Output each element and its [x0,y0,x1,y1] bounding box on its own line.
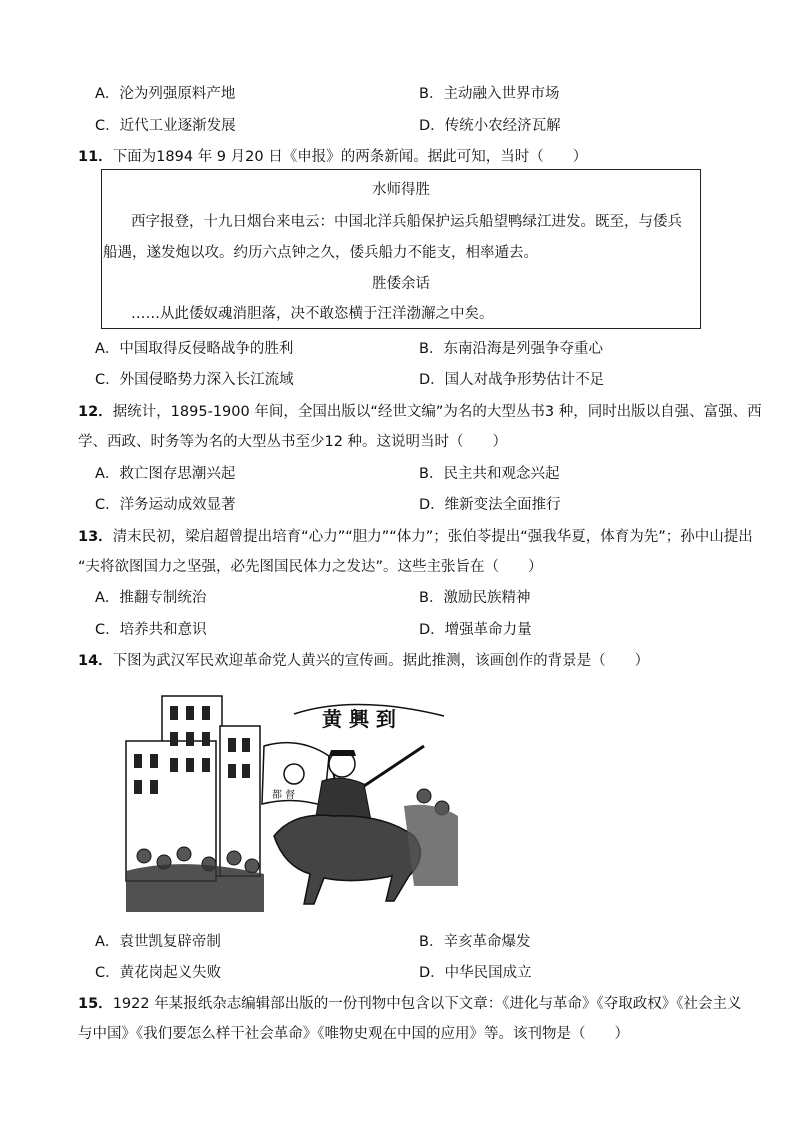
q12-stem-1: 据统计，1895-1900 年间，全国出版以“经世文编”为名的大型丛书3 种，同时出版以自强、富强、西 [112,404,762,420]
q11-number: 11． [78,149,113,165]
q10-option-d[interactable]: D．传统小农经济瓦解 [419,118,561,134]
news-paragraph-1b: 船遇，遂发炮以攻。约历六点钟之久，倭兵船力不能支，相率遁去。 [103,245,538,261]
q12-option-a[interactable]: A．救亡图存思潮兴起 [95,466,236,482]
crowd [126,864,264,912]
q14-question [78,649,649,670]
q11-option-b[interactable]: B．东南沿海是列强争夺重心 [419,341,603,357]
q12-question-line1 [78,400,762,421]
q12-number: 12． [78,404,113,420]
q13-option-d[interactable]: D．增强革命力量 [419,622,532,638]
q11-option-d[interactable]: D．国人对战争形势估计不足 [419,372,605,388]
q15-number: 15． [78,996,113,1012]
horse [274,815,420,904]
flag-text: 都 督 [272,790,296,801]
q15-stem-2: 与中国》《我们要怎么样干社会革命》《唯物史观在中国的应用》等。该刊物是（ ） [78,1026,629,1042]
banner-text: 黄 興 到 [322,707,396,731]
news-title-2: 胜倭余话 [372,276,430,292]
q13-number: 13． [78,529,113,545]
q12-option-c[interactable]: C．洋务运动成效显著 [95,497,236,513]
q14-stem: 下图为武汉军民欢迎革命党人黄兴的宣传画。据此推测，该画创作的背景是（ ） [112,653,650,669]
q10-option-a[interactable]: A．沦为列强原料产地 [95,86,236,102]
q11-news-box [101,169,701,329]
q14-option-d[interactable]: D．中华民国成立 [419,965,532,981]
q11-stem: 下面为1894 年 9 月20 日《申报》的两条新闻。据此可知，当时（ ） [112,149,588,165]
q14-option-c[interactable]: C．黄花岗起义失败 [95,965,222,981]
news-paragraph-2: ……从此倭奴魂消胆落，决不敢恣横于汪洋渤澥之中矣。 [131,306,494,322]
q15-stem-1: 1922 年某报纸杂志编辑部出版的一份刊物中包含以下文章：《进化与革命》《夺取政权》《社会主义 [112,996,742,1012]
q13-option-c[interactable]: C．培养共和意识 [95,622,207,638]
q10-option-c[interactable]: C．近代工业逐渐发展 [95,118,236,134]
q12-option-d[interactable]: D．维新变法全面推行 [419,497,561,513]
q12-option-b[interactable]: B．民主共和观念兴起 [419,466,560,482]
q13-question-line1 [78,525,753,546]
q15-question-line1 [78,992,741,1013]
q10-option-b[interactable]: B．主动融入世界市场 [419,86,560,102]
q14-option-a[interactable]: A．袁世凯复辟帝制 [95,934,221,950]
q11-option-a[interactable]: A．中国取得反侵略战争的胜利 [95,341,294,357]
q12-stem-2: 学、西政、时务等为名的大型丛书至少12 种。这说明当时（ ） [78,434,508,450]
q13-option-b[interactable]: B．激励民族精神 [419,590,531,606]
q13-option-a[interactable]: A．推翻专制统治 [95,590,207,606]
propaganda-illustration-svg [124,686,458,912]
q13-stem-1: 清末民初，梁启超曾提出培育“心力”“胆力”“体力”；张伯苓提出“强我华夏，体育为先”；孙中山提出 [112,529,753,545]
news-paragraph-1a: 西字报登，十九日烟台来电云：中国北洋兵船保护运兵船望鸭绿江进发。既至，与倭兵 [131,214,682,230]
q14-option-b[interactable]: B．辛亥革命爆发 [419,934,531,950]
q11-option-c[interactable]: C．外国侵略势力深入长江流域 [95,372,294,388]
propaganda-illustration [124,686,458,912]
q13-stem-2: “夫将欲图国力之坚强，必先图国民体力之发达”。这些主张旨在（ ） [78,559,543,575]
q14-number: 14． [78,653,113,669]
news-title-1: 水师得胜 [372,182,430,198]
q11-question [78,145,587,166]
